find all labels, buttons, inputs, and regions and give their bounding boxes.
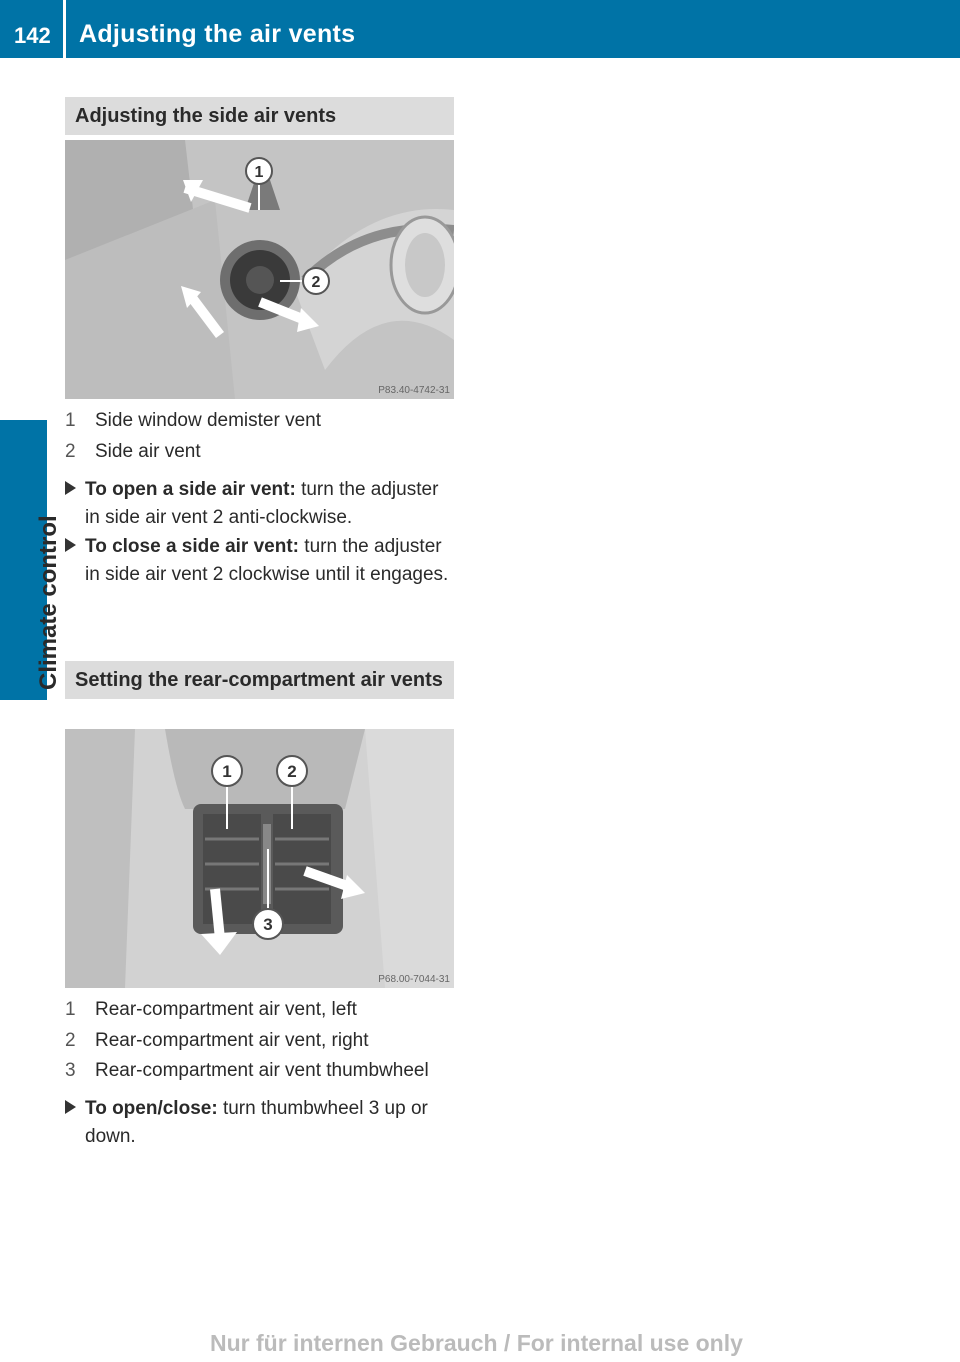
step-label: To close a side air vent: [85, 536, 300, 557]
legend-number: 1 [65, 999, 76, 1020]
figure2-callout-3: 3 [263, 915, 273, 934]
figure1-callout-1: 1 [254, 164, 264, 181]
figure-rear-air-vents [65, 729, 454, 988]
instruction-step: To open a side air vent: turn the adjuster in side air vent 2 anti-clockwise. [65, 476, 457, 532]
figure1-code: P83.40-4742-31 [378, 385, 450, 396]
legend-number: 2 [65, 1030, 76, 1051]
legend-item [65, 1059, 454, 1083]
figure2-callout-1: 1 [222, 762, 232, 781]
instruction-step: To close a side air vent: turn the adjuster in side air vent 2 clockwise until it engages. [65, 533, 457, 589]
callout-ref: 2 [212, 564, 224, 585]
section-heading-rear-vents: Setting the rear-compartment air vents [65, 661, 454, 699]
page-number: 142 [14, 23, 51, 48]
callout-ref: 3 [368, 1098, 380, 1119]
legend-item [65, 440, 454, 464]
legend-number: 2 [65, 441, 76, 462]
figure2-code: P68.00-7044-31 [378, 974, 450, 985]
instruction-step: To open/close: turn thumbwheel 3 up or down. [65, 1095, 457, 1151]
step-label: To open a side air vent: [85, 479, 296, 500]
legend-text: Side air vent [95, 441, 201, 462]
page-header [0, 0, 960, 58]
figure1-callout-2: 2 [311, 274, 321, 291]
figure2-callout-2: 2 [287, 762, 297, 781]
header-divider [63, 0, 66, 58]
step-label: To open/close: [85, 1098, 218, 1119]
legend-text: Rear-compartment air vent, left [95, 999, 357, 1020]
step-arrow-icon [65, 481, 76, 495]
callout-ref: 2 [212, 507, 224, 528]
section-heading-side-vents: Adjusting the side air vents [65, 97, 454, 135]
legend-text: Rear-compartment air vent thumbwheel [95, 1060, 429, 1081]
legend-text: Rear-compartment air vent, right [95, 1030, 369, 1051]
figure-side-air-vents [65, 140, 454, 399]
section-side-label: Climate control [35, 515, 62, 690]
legend-number: 1 [65, 410, 76, 431]
legend-text: Side window demister vent [95, 410, 321, 431]
step-arrow-icon [65, 538, 76, 552]
legend-item [65, 998, 454, 1022]
legend-item [65, 409, 454, 433]
internal-use-watermark: Nur für internen Gebrauch / For internal use only [210, 1330, 743, 1356]
page-title: Adjusting the air vents [79, 20, 356, 48]
legend-item [65, 1029, 454, 1053]
step-arrow-icon [65, 1100, 76, 1114]
legend-number: 3 [65, 1060, 76, 1081]
